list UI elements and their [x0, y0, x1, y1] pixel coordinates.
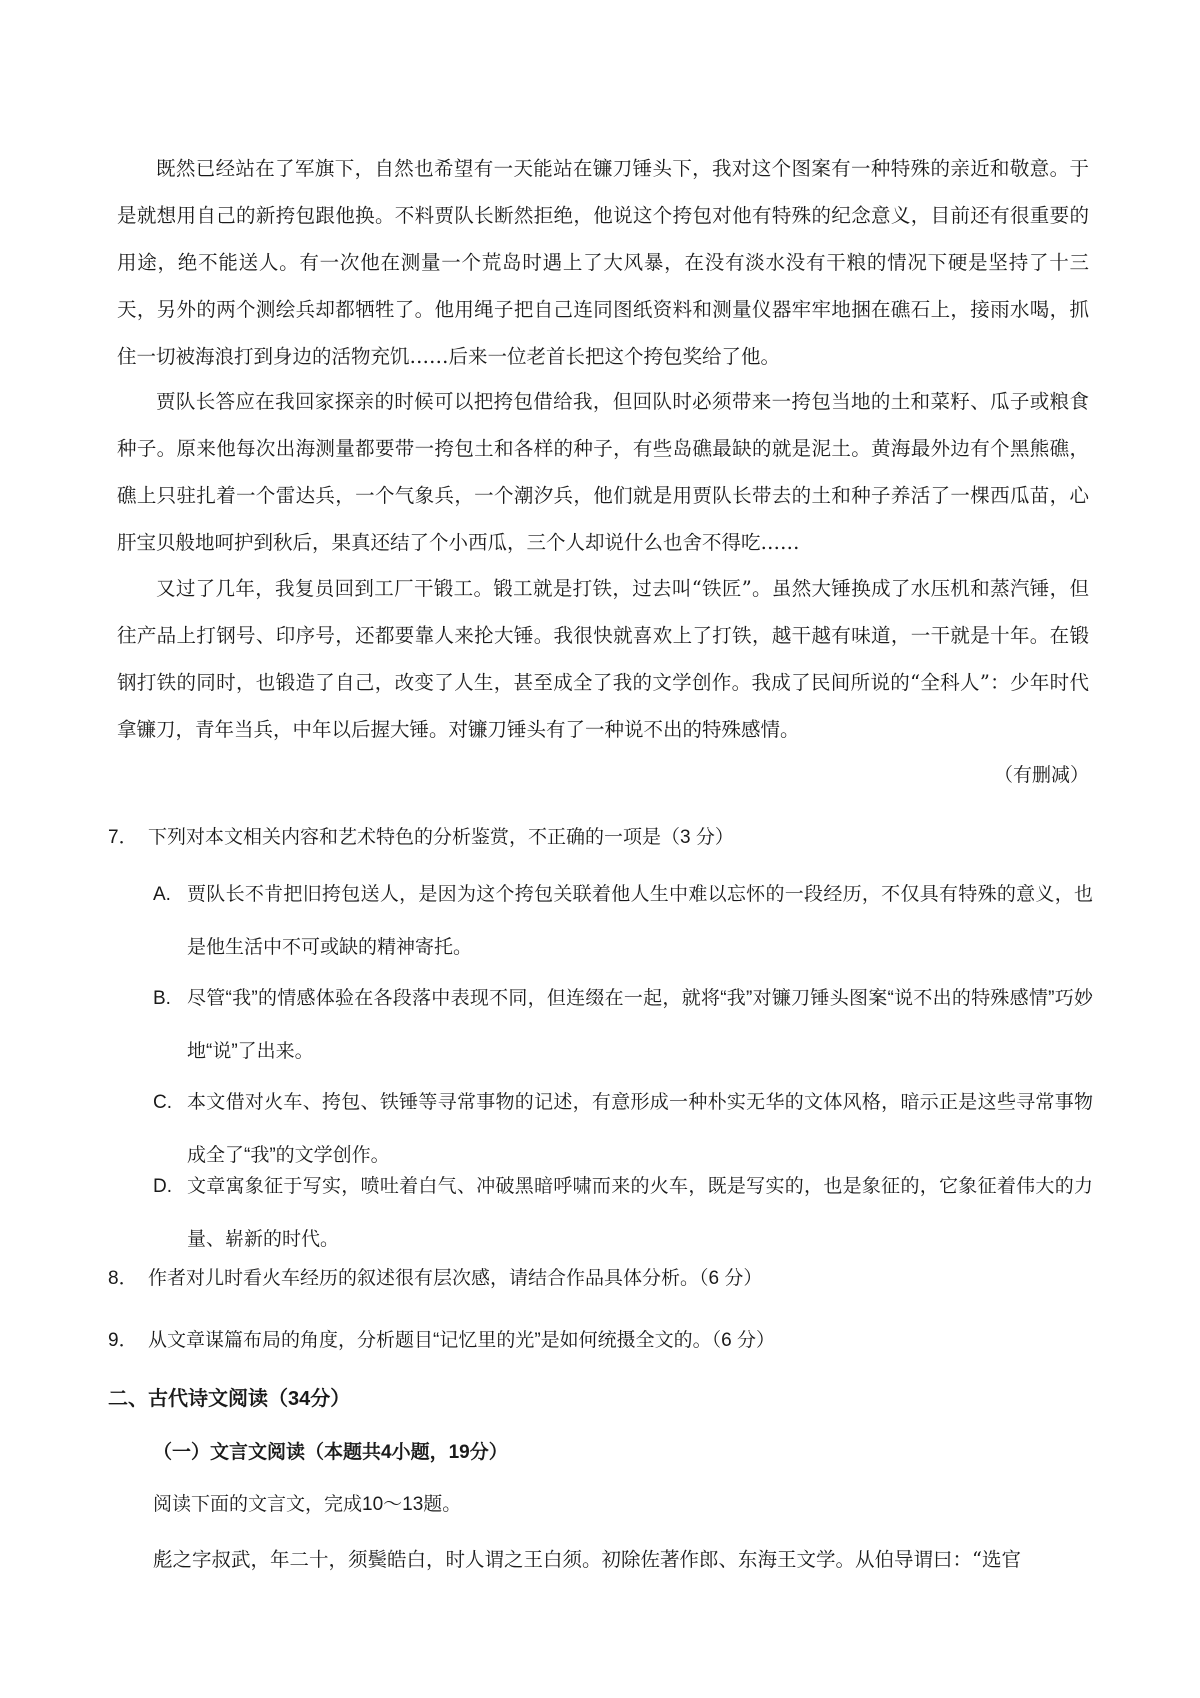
- reading-instruction: 阅读下面的文言文，完成10～13题。: [153, 1494, 462, 1515]
- question-text: 作者对儿时看火车经历的叙述很有层次感，请结合作品具体分析。（6 分）: [148, 1268, 763, 1289]
- passage-paragraph-1: 既然已经站在了军旗下，自然也希望有一天能站在镰刀锤头下，我对这个图案有一种特殊的亲近和敬意。于是就想用自己的新挎包跟他换。不料贾队长断然拒绝，他说这个挎包对他有特殊的纪念意义，目前还有很重要的用途，绝不能送人。有一次他在测量一个荒岛时遇上了大风暴，在没有淡水没有干粮的情况下硬是坚持了十三天，另外的两个测绘兵却都牺牲了。他用绳子把自己连同图纸资料和测量仪器牢牢地捆在礁石上，接雨水喝，抓住一切被海浪打到身边的活物充饥……后来一位老首长把这个挎包奖给了他。: [117, 157, 1089, 368]
- option-letter: B.: [153, 988, 171, 1009]
- question-number: 8．: [108, 1268, 138, 1289]
- classical-text-start: 彪之字叔武，年二十，须鬓皓白，时人谓之王白须。初除佐著作郎、东海王文学。从伯导谓曰：“选官: [153, 1548, 1021, 1571]
- subsection-heading: （一）文言文阅读（本题共4小题，19分）: [153, 1442, 508, 1463]
- option-letter: C.: [153, 1092, 172, 1113]
- question-text: 下列对本文相关内容和艺术特色的分析鉴赏，不正确的一项是（3 分）: [148, 827, 734, 848]
- passage-paragraph-3: 又过了几年，我复员回到工厂干锻工。锻工就是打铁，过去叫“铁匠”。虽然大锤换成了水压机和蒸汽锤，但往产品上打钢号、印序号，还都要靠人来抡大锤。我很快就喜欢上了打铁，越干越有味道，一干就是十年。在锻钢打铁的同时，也锻造了自己，改变了人生，甚至成全了我的文学创作。我成了民间所说的“全科人”：少年时代拿镰刀，青年当兵，中年以后握大锤。对镰刀锤头有了一种说不出的特殊感情。: [117, 577, 1089, 741]
- option-d: [153, 1160, 1093, 1266]
- question-7: [108, 823, 1093, 853]
- question-text: 从文章谋篇布局的角度，分析题目“记忆里的光”是如何统摄全文的。（6 分）: [148, 1330, 776, 1351]
- question-number: 9．: [108, 1330, 138, 1351]
- passage-paragraph-2: 贾队长答应在我回家探亲的时候可以把挎包借给我，但回队时必须带来一挎包当地的土和菜籽、瓜子或粮食种子。原来他每次出海测量都要带一挎包土和各样的种子，有些岛礁最缺的就是泥土。黄海最外边有个黑熊礁，礁上只驻扎着一个雷达兵，一个气象兵，一个潮汐兵，他们就是用贾队长带去的土和种子养活了一棵西瓜苗，心肝宝贝般地呵护到秋后，果真还结了个小西瓜，三个人却说什么也舍不得吃……: [117, 390, 1089, 554]
- option-text: 尽管“我”的情感体验在各段落中表现不同，但连缀在一起，就将“我”对镰刀锤头图案“说不出的特殊感情”巧妙地“说”了出来。: [187, 988, 1093, 1062]
- option-letter: D.: [153, 1176, 172, 1197]
- option-letter: A.: [153, 884, 171, 905]
- option-b: [153, 972, 1093, 1078]
- question-number: 7．: [108, 827, 138, 848]
- question-8: [108, 1264, 1093, 1294]
- question-9: [108, 1326, 1093, 1356]
- option-text: 贾队长不肯把旧挎包送人，是因为这个挎包关联着他人生中难以忘怀的一段经历，不仅具有特殊的意义，也是他生活中不可或缺的精神寄托。: [187, 884, 1093, 958]
- option-text: 文章寓象征于写实，喷吐着白气、冲破黑暗呼啸而来的火车，既是写实的，也是象征的，它象征着伟大的力量、崭新的时代。: [187, 1176, 1093, 1250]
- option-text: 本文借对火车、挎包、铁锤等寻常事物的记述，有意形成一种朴实无华的文体风格，暗示正是这些寻常事物成全了“我”的文学创作。: [187, 1092, 1093, 1166]
- abridged-note: （有删减）: [993, 764, 1089, 786]
- option-a: [153, 868, 1093, 974]
- section-heading: 二、古代诗文阅读（34分）: [108, 1388, 351, 1410]
